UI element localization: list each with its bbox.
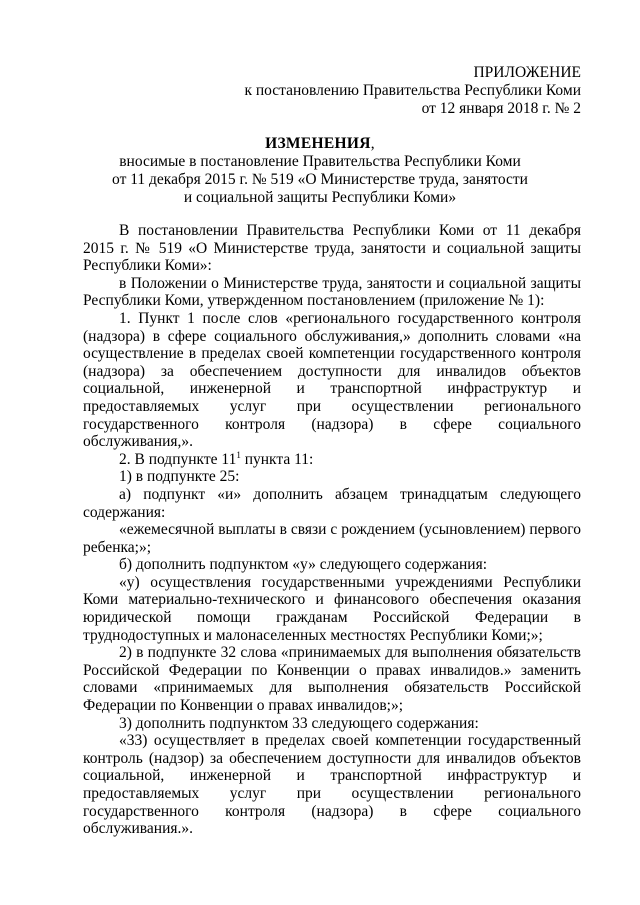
document-body: [83, 222, 581, 838]
paragraph-subitem-a: а) подпункт «и» дополнить абзацем тринадцатым следующего содержания:: [83, 485, 581, 521]
appendix-reference: к постановлению Правительства Республики Коми: [244, 82, 581, 99]
item-2-text-end: пункта 11:: [240, 450, 314, 468]
paragraph-subitem-2: 2) в подпункте 32 слова «принимаемых для выполнения обязательств Российской Федерации по Конвенции о правах инвалидов.» заменить словами «принимаемых для выполнения обязательств Российской Федерации по Конвенции о правах инвалидов;»;: [83, 644, 581, 715]
item-2-text-start: 2. В подпункте 11: [119, 450, 237, 468]
paragraph-intro: В постановлении Правительства Республики Коми от 11 декабря 2015 г. № 519 «О Министерстве труда, занятости и социальной защиты Республики Коми»:: [83, 222, 581, 275]
paragraph-subitem-1: 1) в подпункте 25:: [119, 468, 240, 486]
paragraph-regulation: в Положении о Министерстве труда, занятости и социальной защиты Республики Коми, утвержденном постановлением (приложение № 1):: [83, 274, 581, 310]
document-subtitle-line-2: от 11 декабря 2015 г. № 519 «О Министерстве труда, занятости: [112, 171, 528, 188]
paragraph-quote-33: «33) осуществляет в пределах своей компетенции государственный контроль (надзор) за обеспечением доступности для инвалидов объектов социальной, инженерной и транспортной инфраструктур и предоставляемых услуг при осуществлении регионального государственного контроля (надзора) в сфере социального обслуживания.».: [83, 732, 581, 838]
appendix-date: от 12 января 2018 г. № 2: [421, 100, 581, 117]
document-title-block: [0, 135, 640, 207]
paragraph-item-2: [83, 451, 581, 469]
document-title-text: ИЗМЕНЕНИЯ: [265, 135, 371, 152]
paragraph-quote-u: «у) осуществления государственными учреждениями Республики Коми материально-технического и финансового обеспечения оказания юридической помощи гражданам Российской Федерации в труднодоступных и малонаселенных местностях Республики Коми;»;: [83, 573, 581, 644]
document-title-comma: ,: [370, 135, 375, 152]
document-subtitle-line-3: и социальной защиты Республики Коми»: [183, 189, 457, 206]
paragraph-quote-payment: «ежемесячной выплаты в связи с рождением (усыновлением) первого ребенка;»;: [83, 521, 581, 556]
document-title: [0, 135, 640, 153]
appendix-header: [244, 64, 581, 118]
appendix-label: ПРИЛОЖЕНИЕ: [473, 64, 581, 81]
paragraph-item-1: 1. Пункт 1 после слов «регионального государственного контроля (надзора) в сфере социального обслуживания,» дополнить словами «на осуществление в пределах своей компетенции государственного контроля (надзора) за обеспечением доступности для инвалидов объектов социальной, инженерной и транспортной инфраструктур и предоставляемых услуг при осуществлении регионального государственного контроля (надзора) в сфере социального обслуживания,».: [83, 309, 581, 451]
paragraph-subitem-3: 3) дополнить подпунктом 33 следующего содержания:: [119, 714, 479, 732]
document-subtitle-line-1: вносимые в постановление Правительства Республики Коми: [119, 153, 521, 170]
paragraph-subitem-b: б) дополнить подпунктом «у» следующего содержания:: [119, 556, 488, 574]
item-2-superscript: 1: [236, 449, 241, 460]
